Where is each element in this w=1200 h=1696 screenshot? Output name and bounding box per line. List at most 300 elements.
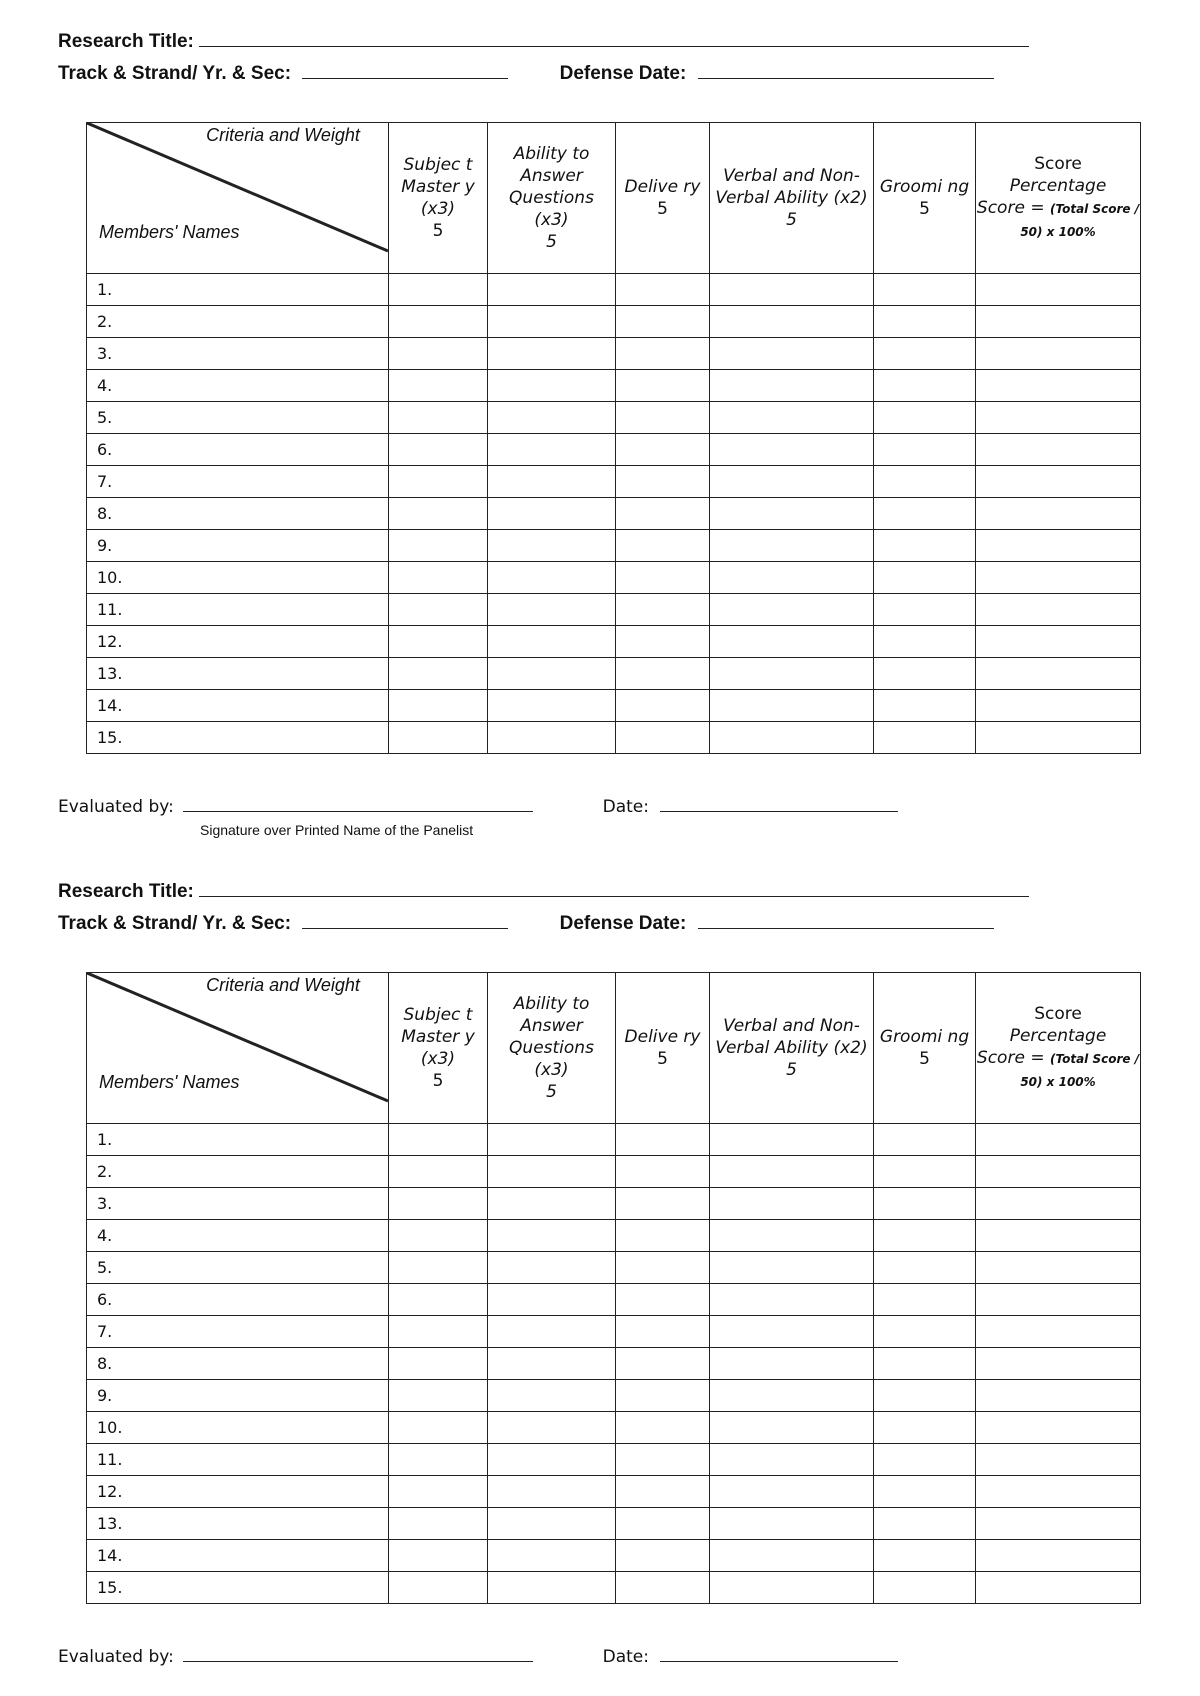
score-cell[interactable]	[976, 1188, 1141, 1220]
score-cell[interactable]	[488, 1412, 616, 1444]
score-cell[interactable]	[976, 370, 1141, 402]
col-label: Verbal and Non- Verbal Ability	[715, 1016, 860, 1058]
col-score-percentage	[976, 123, 1141, 274]
member-name-cell[interactable]: 10.	[87, 1412, 389, 1444]
score-cell[interactable]	[389, 402, 488, 434]
col-points: 5	[657, 199, 668, 219]
col-points: 5	[919, 1049, 930, 1069]
score-cell[interactable]	[488, 434, 616, 466]
score-cell[interactable]	[488, 466, 616, 498]
research-title-line	[58, 880, 1029, 903]
member-name-cell[interactable]: 2.	[87, 306, 389, 338]
score-cell[interactable]	[976, 1284, 1141, 1316]
score-cell[interactable]	[389, 306, 488, 338]
score-cell[interactable]	[874, 690, 976, 722]
score-cell[interactable]	[710, 338, 874, 370]
score-cell[interactable]	[710, 466, 874, 498]
score-table	[86, 122, 1141, 754]
defense-date-blank[interactable]	[698, 62, 994, 79]
score-cell[interactable]	[976, 466, 1141, 498]
table-row	[87, 1220, 1141, 1252]
score-cell[interactable]	[874, 1156, 976, 1188]
score-cell[interactable]	[976, 1572, 1141, 1604]
score-cell[interactable]	[874, 530, 976, 562]
score-cell[interactable]	[710, 1444, 874, 1476]
table-row	[87, 1284, 1141, 1316]
member-name-cell[interactable]: 8.	[87, 1348, 389, 1380]
evaluator-blank[interactable]	[183, 1645, 533, 1662]
score-cell[interactable]	[488, 1124, 616, 1156]
score-cell[interactable]	[488, 1540, 616, 1572]
score-cell[interactable]	[710, 626, 874, 658]
score-cell[interactable]	[488, 626, 616, 658]
score-cell[interactable]	[488, 402, 616, 434]
score-cell[interactable]	[976, 434, 1141, 466]
member-name-cell[interactable]: 9.	[87, 530, 389, 562]
score-cell[interactable]	[874, 1188, 976, 1220]
table-row	[87, 338, 1141, 370]
score-cell[interactable]	[710, 658, 874, 690]
score-cell[interactable]	[710, 402, 874, 434]
score-cell[interactable]	[616, 434, 710, 466]
score-cell[interactable]	[389, 1284, 488, 1316]
evaluator-blank[interactable]	[183, 795, 533, 812]
col-points: 5	[432, 221, 444, 241]
score-cell[interactable]	[488, 690, 616, 722]
col-verbal-nonverbal	[710, 973, 874, 1124]
table-row	[87, 1444, 1141, 1476]
table-row	[87, 658, 1141, 690]
score-cell[interactable]	[389, 1444, 488, 1476]
member-name-cell[interactable]: 4.	[87, 1220, 389, 1252]
member-name-cell[interactable]: 14.	[87, 690, 389, 722]
score-cell[interactable]	[488, 1188, 616, 1220]
col-label3: Score =	[976, 1048, 1045, 1068]
score-cell[interactable]	[976, 306, 1141, 338]
col-label: Delive ry	[624, 1027, 701, 1047]
col-ability-to-answer	[488, 973, 616, 1124]
member-name-cell[interactable]: 8.	[87, 498, 389, 530]
score-cell[interactable]	[976, 1316, 1141, 1348]
score-cell[interactable]	[616, 722, 710, 754]
score-cell[interactable]	[389, 1540, 488, 1572]
criteria-label: Criteria and Weight	[206, 975, 360, 995]
evaluated-by-line	[58, 795, 898, 817]
member-name-cell[interactable]: 5.	[87, 402, 389, 434]
score-cell[interactable]	[874, 1572, 976, 1604]
score-cell[interactable]	[389, 530, 488, 562]
score-cell[interactable]	[710, 1572, 874, 1604]
score-cell[interactable]	[874, 370, 976, 402]
col-label: Ability to Answer Questions	[509, 994, 594, 1058]
score-cell[interactable]	[389, 1348, 488, 1380]
score-cell[interactable]	[710, 530, 874, 562]
score-cell[interactable]	[976, 1476, 1141, 1508]
score-cell[interactable]	[616, 1156, 710, 1188]
table-row	[87, 306, 1141, 338]
col-subject-mastery	[389, 123, 488, 274]
score-cell[interactable]	[389, 1316, 488, 1348]
defense-date-label: Defense Date:	[559, 63, 687, 84]
score-cell[interactable]	[976, 1444, 1141, 1476]
score-cell[interactable]	[874, 562, 976, 594]
member-name-cell[interactable]: 12.	[87, 1476, 389, 1508]
col-points: 5	[919, 199, 930, 219]
score-cell[interactable]	[616, 1380, 710, 1412]
col-delivery	[616, 973, 710, 1124]
col-label: Score	[1034, 154, 1082, 174]
table-row	[87, 466, 1141, 498]
score-cell[interactable]	[488, 1156, 616, 1188]
score-cell[interactable]	[616, 306, 710, 338]
score-cell[interactable]	[874, 1316, 976, 1348]
col-label: Groomi ng	[879, 1027, 970, 1047]
score-cell[interactable]	[488, 562, 616, 594]
score-cell[interactable]	[616, 1508, 710, 1540]
research-title-line	[58, 30, 1029, 53]
col-score-percentage	[976, 973, 1141, 1124]
score-cell[interactable]	[488, 530, 616, 562]
score-cell[interactable]	[710, 1380, 874, 1412]
member-name-cell[interactable]: 3.	[87, 1188, 389, 1220]
defense-date-blank[interactable]	[698, 912, 994, 929]
col-points: 5	[786, 1060, 797, 1080]
col-weight: (x3)	[420, 1049, 456, 1069]
research-title-blank[interactable]	[199, 880, 1029, 897]
score-cell[interactable]	[710, 1188, 874, 1220]
score-cell[interactable]	[710, 1124, 874, 1156]
score-cell[interactable]	[488, 306, 616, 338]
score-cell[interactable]	[976, 402, 1141, 434]
score-cell[interactable]	[874, 466, 976, 498]
table-row	[87, 402, 1141, 434]
table-row	[87, 498, 1141, 530]
score-cell[interactable]	[976, 1124, 1141, 1156]
score-cell[interactable]	[874, 434, 976, 466]
col-weight: (x2)	[833, 188, 868, 208]
score-cell[interactable]	[710, 498, 874, 530]
score-cell[interactable]	[389, 466, 488, 498]
score-cell[interactable]	[710, 1508, 874, 1540]
members-label: Members' Names	[99, 222, 240, 242]
table-row	[87, 594, 1141, 626]
score-cell[interactable]	[710, 434, 874, 466]
date-blank[interactable]	[660, 795, 898, 812]
score-cell[interactable]	[976, 1252, 1141, 1284]
score-cell[interactable]	[616, 1124, 710, 1156]
score-cell[interactable]	[616, 1220, 710, 1252]
score-cell[interactable]	[389, 1252, 488, 1284]
score-cell[interactable]	[488, 1348, 616, 1380]
score-cell[interactable]	[976, 594, 1141, 626]
score-cell[interactable]	[616, 562, 710, 594]
score-cell[interactable]	[616, 594, 710, 626]
member-name-cell[interactable]: 2.	[87, 1156, 389, 1188]
diagonal-header-cell	[87, 973, 389, 1124]
table-body	[87, 274, 1141, 754]
col-points: 5	[786, 210, 797, 230]
score-cell[interactable]	[976, 498, 1141, 530]
score-cell[interactable]	[616, 402, 710, 434]
table-row	[87, 1540, 1141, 1572]
score-cell[interactable]	[488, 338, 616, 370]
score-cell[interactable]	[488, 1284, 616, 1316]
table-row	[87, 370, 1141, 402]
score-cell[interactable]	[616, 530, 710, 562]
track-line	[58, 912, 994, 935]
member-name-cell[interactable]: 7.	[87, 1316, 389, 1348]
member-name-cell[interactable]: 6.	[87, 1284, 389, 1316]
score-cell[interactable]	[389, 1124, 488, 1156]
score-cell[interactable]	[616, 1316, 710, 1348]
member-name-cell[interactable]: 13.	[87, 658, 389, 690]
score-cell[interactable]	[389, 1380, 488, 1412]
member-name-cell[interactable]: 10.	[87, 562, 389, 594]
score-cell[interactable]	[976, 1220, 1141, 1252]
member-name-cell[interactable]: 11.	[87, 594, 389, 626]
table-row	[87, 690, 1141, 722]
score-cell[interactable]	[976, 1156, 1141, 1188]
member-name-cell[interactable]: 15.	[87, 722, 389, 754]
score-cell[interactable]	[488, 1380, 616, 1412]
score-cell[interactable]	[488, 594, 616, 626]
score-cell[interactable]	[488, 274, 616, 306]
score-cell[interactable]	[710, 1252, 874, 1284]
score-cell[interactable]	[976, 562, 1141, 594]
score-cell[interactable]	[710, 722, 874, 754]
score-cell[interactable]	[488, 1252, 616, 1284]
member-name-cell[interactable]: 13.	[87, 1508, 389, 1540]
score-cell[interactable]	[710, 1540, 874, 1572]
score-cell[interactable]	[389, 658, 488, 690]
table-row	[87, 1156, 1141, 1188]
score-cell[interactable]	[616, 1476, 710, 1508]
col-ability-to-answer	[488, 123, 616, 274]
score-cell[interactable]	[389, 1476, 488, 1508]
col-label: Subjec t Master y	[401, 155, 475, 197]
score-cell[interactable]	[710, 274, 874, 306]
score-cell[interactable]	[874, 498, 976, 530]
score-cell[interactable]	[976, 530, 1141, 562]
score-cell[interactable]	[710, 594, 874, 626]
score-cell[interactable]	[389, 1188, 488, 1220]
score-cell[interactable]	[976, 274, 1141, 306]
score-cell[interactable]	[710, 1316, 874, 1348]
score-cell[interactable]	[710, 370, 874, 402]
table-row	[87, 1412, 1141, 1444]
score-cell[interactable]	[488, 722, 616, 754]
score-cell[interactable]	[874, 274, 976, 306]
score-cell[interactable]	[710, 1412, 874, 1444]
table-row	[87, 1316, 1141, 1348]
score-cell[interactable]	[616, 498, 710, 530]
score-cell[interactable]	[976, 1348, 1141, 1380]
score-cell[interactable]	[874, 338, 976, 370]
score-cell[interactable]	[874, 1412, 976, 1444]
score-cell[interactable]	[488, 1220, 616, 1252]
score-cell[interactable]	[389, 434, 488, 466]
score-cell[interactable]	[710, 1284, 874, 1316]
score-cell[interactable]	[488, 498, 616, 530]
score-cell[interactable]	[389, 498, 488, 530]
table-row	[87, 722, 1141, 754]
research-title-label: Research Title:	[58, 881, 194, 902]
score-cell[interactable]	[616, 690, 710, 722]
score-cell[interactable]	[488, 1572, 616, 1604]
research-title-label: Research Title:	[58, 31, 194, 52]
score-cell[interactable]	[488, 1508, 616, 1540]
score-cell[interactable]	[874, 402, 976, 434]
score-cell[interactable]	[976, 658, 1141, 690]
col-subject-mastery	[389, 973, 488, 1124]
table-row	[87, 1476, 1141, 1508]
score-cell[interactable]	[710, 1348, 874, 1380]
member-name-cell[interactable]: 5.	[87, 1252, 389, 1284]
score-cell[interactable]	[488, 1476, 616, 1508]
col-formula: (Total Score / 50) x 100%	[1020, 1052, 1140, 1089]
col-label: Score	[1034, 1004, 1082, 1024]
evaluated-by-line	[58, 1645, 898, 1667]
diagonal-header-cell	[87, 123, 389, 274]
member-name-cell[interactable]: 4.	[87, 370, 389, 402]
col-points: 5	[432, 1071, 444, 1091]
score-cell[interactable]	[710, 306, 874, 338]
col-points: 5	[657, 1049, 668, 1069]
date-blank[interactable]	[660, 1645, 898, 1662]
score-cell[interactable]	[710, 690, 874, 722]
score-cell[interactable]	[874, 1284, 976, 1316]
score-cell[interactable]	[710, 1220, 874, 1252]
table-header-row	[87, 973, 1141, 1124]
score-cell[interactable]	[976, 626, 1141, 658]
col-label2: Percentage	[1009, 176, 1107, 196]
score-cell[interactable]	[874, 1220, 976, 1252]
member-name-cell[interactable]: 14.	[87, 1540, 389, 1572]
score-cell[interactable]	[616, 274, 710, 306]
score-cell[interactable]	[488, 1444, 616, 1476]
score-cell[interactable]	[976, 722, 1141, 754]
score-cell[interactable]	[874, 1252, 976, 1284]
score-cell[interactable]	[389, 1572, 488, 1604]
table-row	[87, 1348, 1141, 1380]
score-cell[interactable]	[874, 1348, 976, 1380]
score-cell[interactable]	[616, 1284, 710, 1316]
score-cell[interactable]	[710, 562, 874, 594]
score-cell[interactable]	[616, 658, 710, 690]
track-label: Track & Strand/ Yr. & Sec:	[58, 63, 292, 84]
table-row	[87, 434, 1141, 466]
track-blank[interactable]	[302, 912, 508, 929]
table-row	[87, 1380, 1141, 1412]
member-name-cell[interactable]: 3.	[87, 338, 389, 370]
table-row	[87, 274, 1141, 306]
score-cell[interactable]	[488, 370, 616, 402]
table-row	[87, 562, 1141, 594]
col-points: 5	[546, 232, 557, 252]
score-cell[interactable]	[389, 562, 488, 594]
member-name-cell[interactable]: 1.	[87, 274, 389, 306]
score-cell[interactable]	[874, 306, 976, 338]
table-row	[87, 626, 1141, 658]
score-cell[interactable]	[874, 1540, 976, 1572]
score-cell[interactable]	[616, 370, 710, 402]
members-label: Members' Names	[99, 1072, 240, 1092]
score-cell[interactable]	[874, 1124, 976, 1156]
score-cell[interactable]	[616, 1252, 710, 1284]
member-name-cell[interactable]: 9.	[87, 1380, 389, 1412]
score-cell[interactable]	[389, 594, 488, 626]
table-row	[87, 1188, 1141, 1220]
score-cell[interactable]	[389, 1220, 488, 1252]
score-cell[interactable]	[616, 1572, 710, 1604]
member-name-cell[interactable]: 6.	[87, 434, 389, 466]
score-cell[interactable]	[389, 338, 488, 370]
evaluated-by-label: Evaluated by:	[58, 797, 174, 817]
col-label: Ability to Answer Questions	[509, 144, 594, 208]
track-line	[58, 62, 994, 85]
score-cell[interactable]	[874, 722, 976, 754]
col-weight: (x3)	[534, 1060, 569, 1080]
score-cell[interactable]	[874, 1380, 976, 1412]
score-cell[interactable]	[488, 1316, 616, 1348]
table-row	[87, 1124, 1141, 1156]
score-cell[interactable]	[389, 1508, 488, 1540]
score-cell[interactable]	[389, 370, 488, 402]
track-blank[interactable]	[302, 62, 508, 79]
table-row	[87, 1252, 1141, 1284]
score-cell[interactable]	[616, 1412, 710, 1444]
col-points: 5	[546, 1082, 557, 1102]
score-cell[interactable]	[976, 690, 1141, 722]
score-cell[interactable]	[616, 1540, 710, 1572]
score-cell[interactable]	[389, 1412, 488, 1444]
table-row	[87, 530, 1141, 562]
score-cell[interactable]	[616, 1348, 710, 1380]
score-cell[interactable]	[389, 690, 488, 722]
member-name-cell[interactable]: 15.	[87, 1572, 389, 1604]
score-cell[interactable]	[710, 1156, 874, 1188]
score-cell[interactable]	[389, 626, 488, 658]
score-cell[interactable]	[389, 274, 488, 306]
score-cell[interactable]	[874, 1508, 976, 1540]
score-cell[interactable]	[710, 1476, 874, 1508]
score-cell[interactable]	[389, 722, 488, 754]
member-name-cell[interactable]: 1.	[87, 1124, 389, 1156]
score-cell[interactable]	[874, 594, 976, 626]
score-cell[interactable]	[616, 1444, 710, 1476]
member-name-cell[interactable]: 12.	[87, 626, 389, 658]
score-cell[interactable]	[616, 466, 710, 498]
score-cell[interactable]	[874, 1444, 976, 1476]
score-cell[interactable]	[976, 1540, 1141, 1572]
score-cell[interactable]	[874, 1476, 976, 1508]
score-cell[interactable]	[976, 1412, 1141, 1444]
member-name-cell[interactable]: 11.	[87, 1444, 389, 1476]
score-cell[interactable]	[616, 338, 710, 370]
score-cell[interactable]	[976, 338, 1141, 370]
score-cell[interactable]	[976, 1380, 1141, 1412]
research-title-blank[interactable]	[199, 30, 1029, 47]
member-name-cell[interactable]: 7.	[87, 466, 389, 498]
score-cell[interactable]	[389, 1156, 488, 1188]
score-cell[interactable]	[616, 626, 710, 658]
table-header-row	[87, 123, 1141, 274]
score-cell[interactable]	[874, 626, 976, 658]
score-cell[interactable]	[874, 658, 976, 690]
score-cell[interactable]	[488, 658, 616, 690]
score-cell[interactable]	[616, 1188, 710, 1220]
score-cell[interactable]	[976, 1508, 1141, 1540]
